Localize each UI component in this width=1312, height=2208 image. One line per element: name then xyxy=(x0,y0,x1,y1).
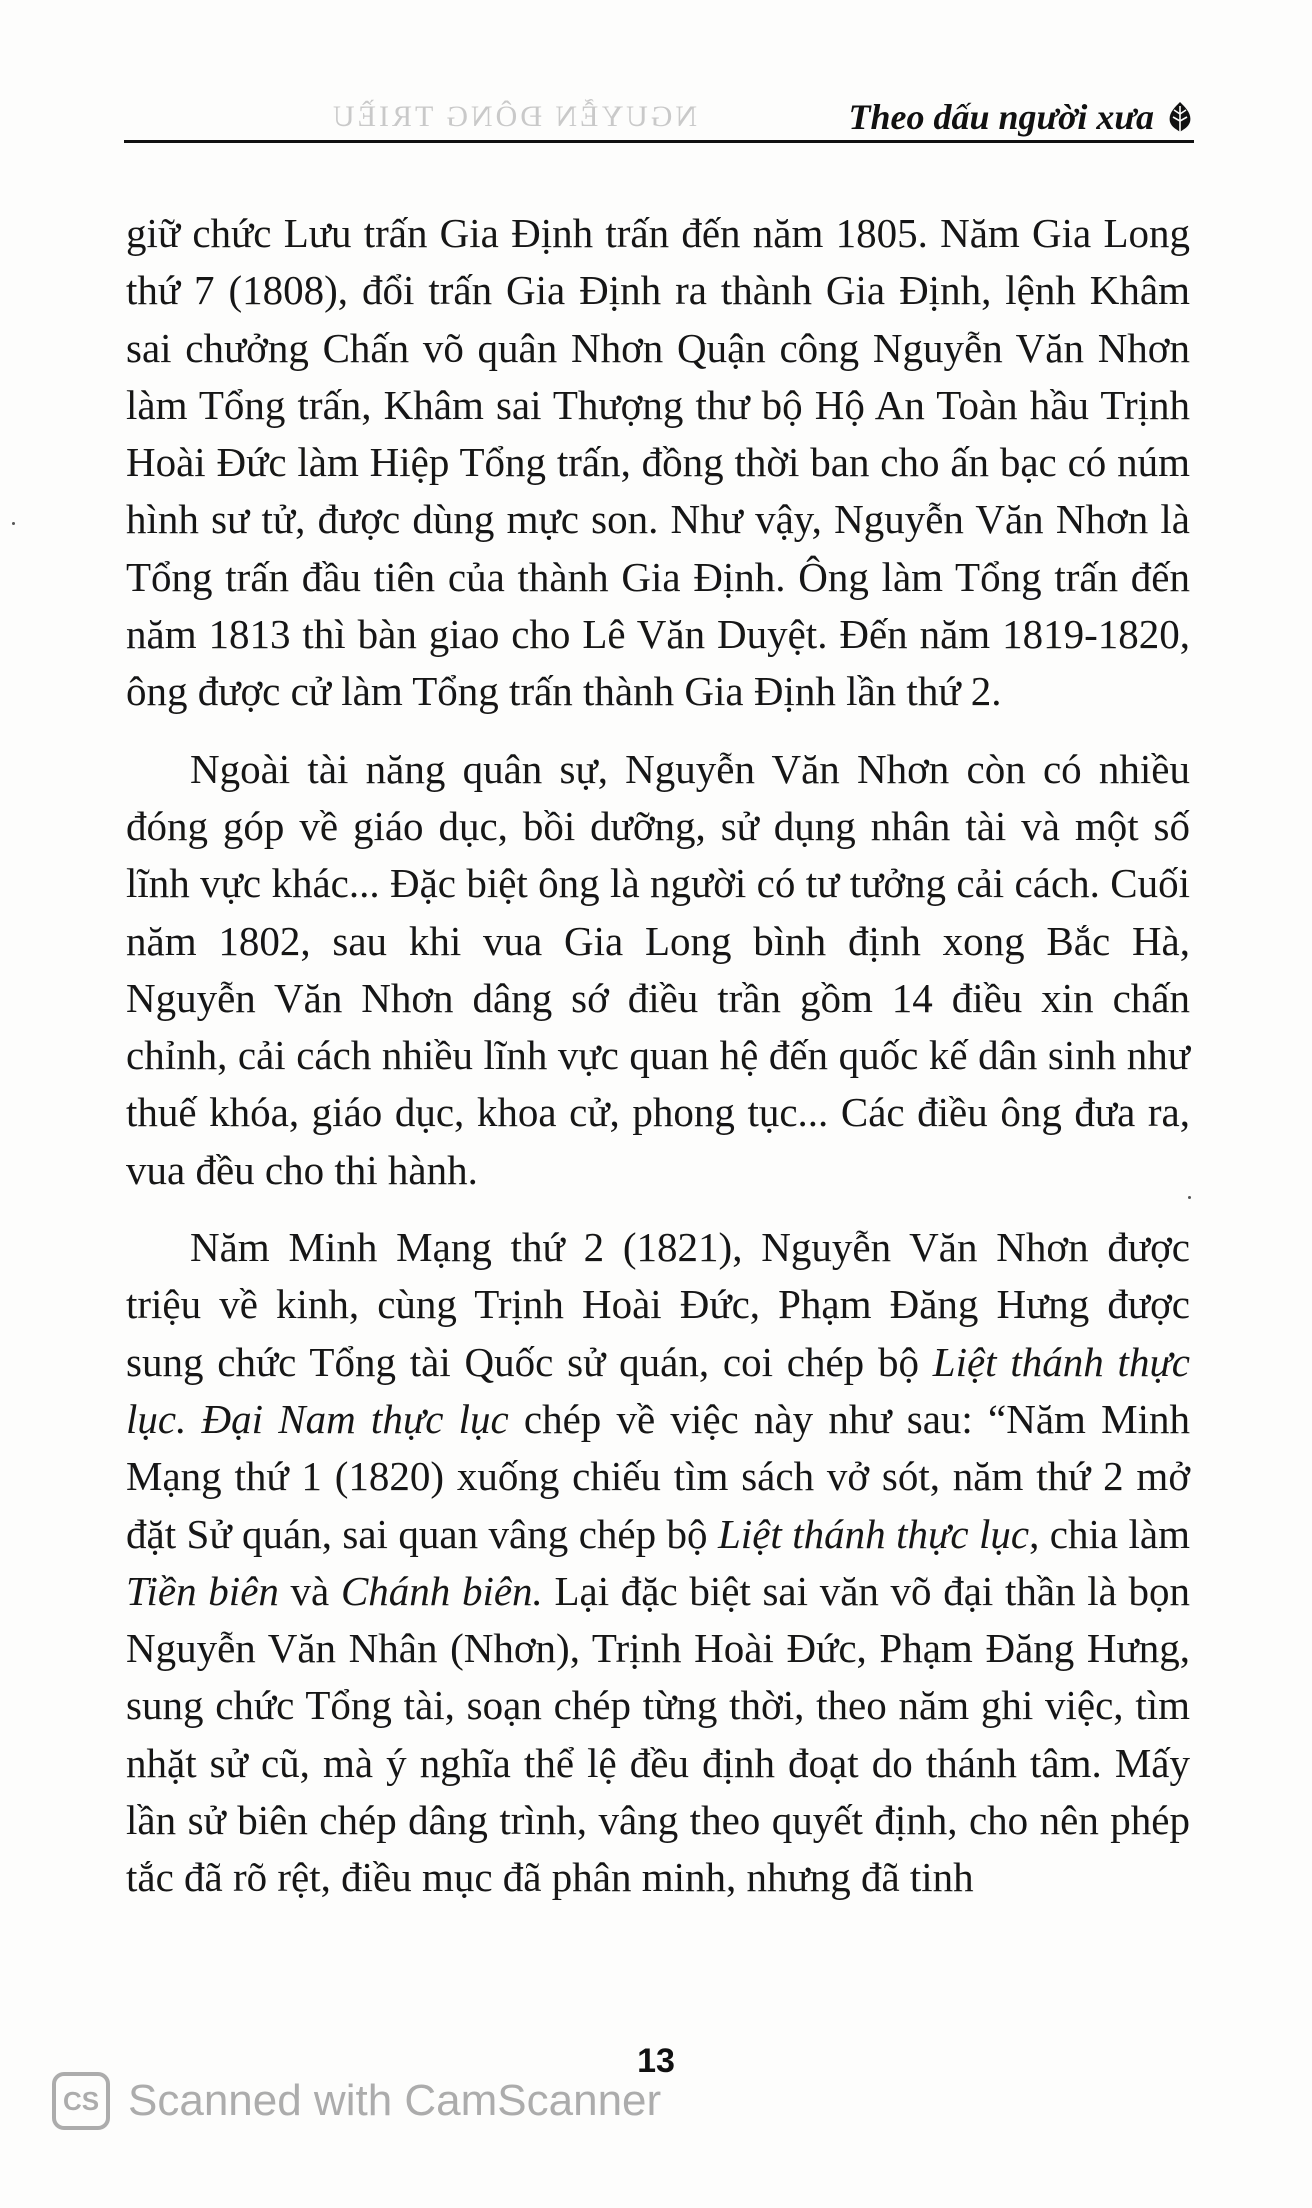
text-segment: và xyxy=(278,1567,341,1614)
paragraph-3 xyxy=(126,1219,1190,1907)
italic-title-segment: Liệt thánh thực lục. Đại Nam thực lục xyxy=(126,1338,1191,1442)
bleed-through-header: NGUYỄN ĐÔNG TRIỀU xyxy=(330,100,698,133)
watermark-text: Scanned with CamScanner xyxy=(128,2076,662,2125)
camscanner-logo-icon: CS xyxy=(52,2072,110,2130)
text-segment: Ngoài tài năng quân sự, Nguyễn Văn Nhơn còn có nhiều đóng góp về giáo dục, bồi dưỡng, sử dụng nhân tài và một số lĩnh vực khác... Đặc biệt ông là người có tư tưởng cải cách. Cuối năm 1802, sau khi vua Gia Long bình định xong Bắc Hà, Nguyễn Văn Nhơn dâng sớ điều trần gồm 14 điều xin chấn chỉnh, cải cách nhiều lĩnh vực quan hệ đến quốc kế dân sinh như thuế khóa, giáo dục, khoa cử, phong tục... Các điều ông đưa ra, vua đều cho thi hành. xyxy=(126,745,1190,1193)
page-number: 13 xyxy=(637,2042,675,2080)
running-header xyxy=(849,96,1195,138)
italic-title-segment: Tiền biên xyxy=(126,1567,279,1614)
paragraph-2 xyxy=(126,741,1190,1199)
italic-title-segment: Liệt thánh thực lục xyxy=(718,1510,1030,1557)
italic-title-segment: Chánh biên. xyxy=(340,1567,543,1614)
paragraph-1 xyxy=(126,205,1190,721)
header-rule xyxy=(124,140,1194,143)
text-segment: chép về việc này như sau: “Năm Minh Mạng thứ 1 (1820) xuống chiếu tìm sách vở sót, năm thứ 2 mở đặt Sử quán, sai quan vâng chép bộ xyxy=(126,1395,1190,1557)
text-segment: , chia làm xyxy=(1029,1510,1190,1557)
body-text xyxy=(126,205,1190,1907)
camscanner-watermark xyxy=(52,2072,661,2130)
leaf-ornament-icon xyxy=(1166,100,1194,134)
scan-speck xyxy=(1188,1196,1191,1199)
text-segment: Năm Minh Mạng thứ 2 (1821), Nguyễn Văn Nhơn được triệu về kinh, cùng Trịnh Hoài Đức, Phạm Đăng Hưng được sung chức Tổng tài Quốc sử quán, coi chép bộ xyxy=(126,1224,1190,1385)
running-header-title: Theo dấu người xưa xyxy=(848,97,1154,137)
text-segment: giữ chức Lưu trấn Gia Định trấn đến năm 1805. Năm Gia Long thứ 7 (1808), đổi trấn Gia Định ra thành Gia Định, lệnh Khâm sai chưởng Chấn võ quân Nhơn Quận công Nguyễn Văn Nhơn làm Tổng trấn, Khâm sai Thượng thư bộ Hộ An Toàn hầu Trịnh Hoài Đức làm Hiệp Tổng trấn, đồng thời ban cho ấn bạc có núm hình sư tử, được dùng mực son. Như vậy, Nguyễn Văn Nhơn là Tổng trấn đầu tiên của thành Gia Định. Ông làm Tổng trấn đến năm 1813 thì bàn giao cho Lê Văn Duyệt. Đến năm 1819-1820, ông được cử làm Tổng trấn thành Gia Định lần thứ 2. xyxy=(126,210,1190,715)
text-segment: Lại đặc biệt sai văn võ đại thần là bọn Nguyễn Văn Nhân (Nhơn), Trịnh Hoài Đức, Phạm Đăng Hưng, sung chức Tổng tài, soạn chép từng thời, theo năm ghi việc, tìm nhặt sử cũ, mà ý nghĩa thể lệ đều định đoạt do thánh tâm. Mấy lần sử biên chép dâng trình, vâng theo quyết định, cho nên phép tắc đã rõ rệt, điều mục đã phân minh, nhưng đã tinh xyxy=(126,1567,1190,1901)
scan-speck xyxy=(12,522,15,525)
